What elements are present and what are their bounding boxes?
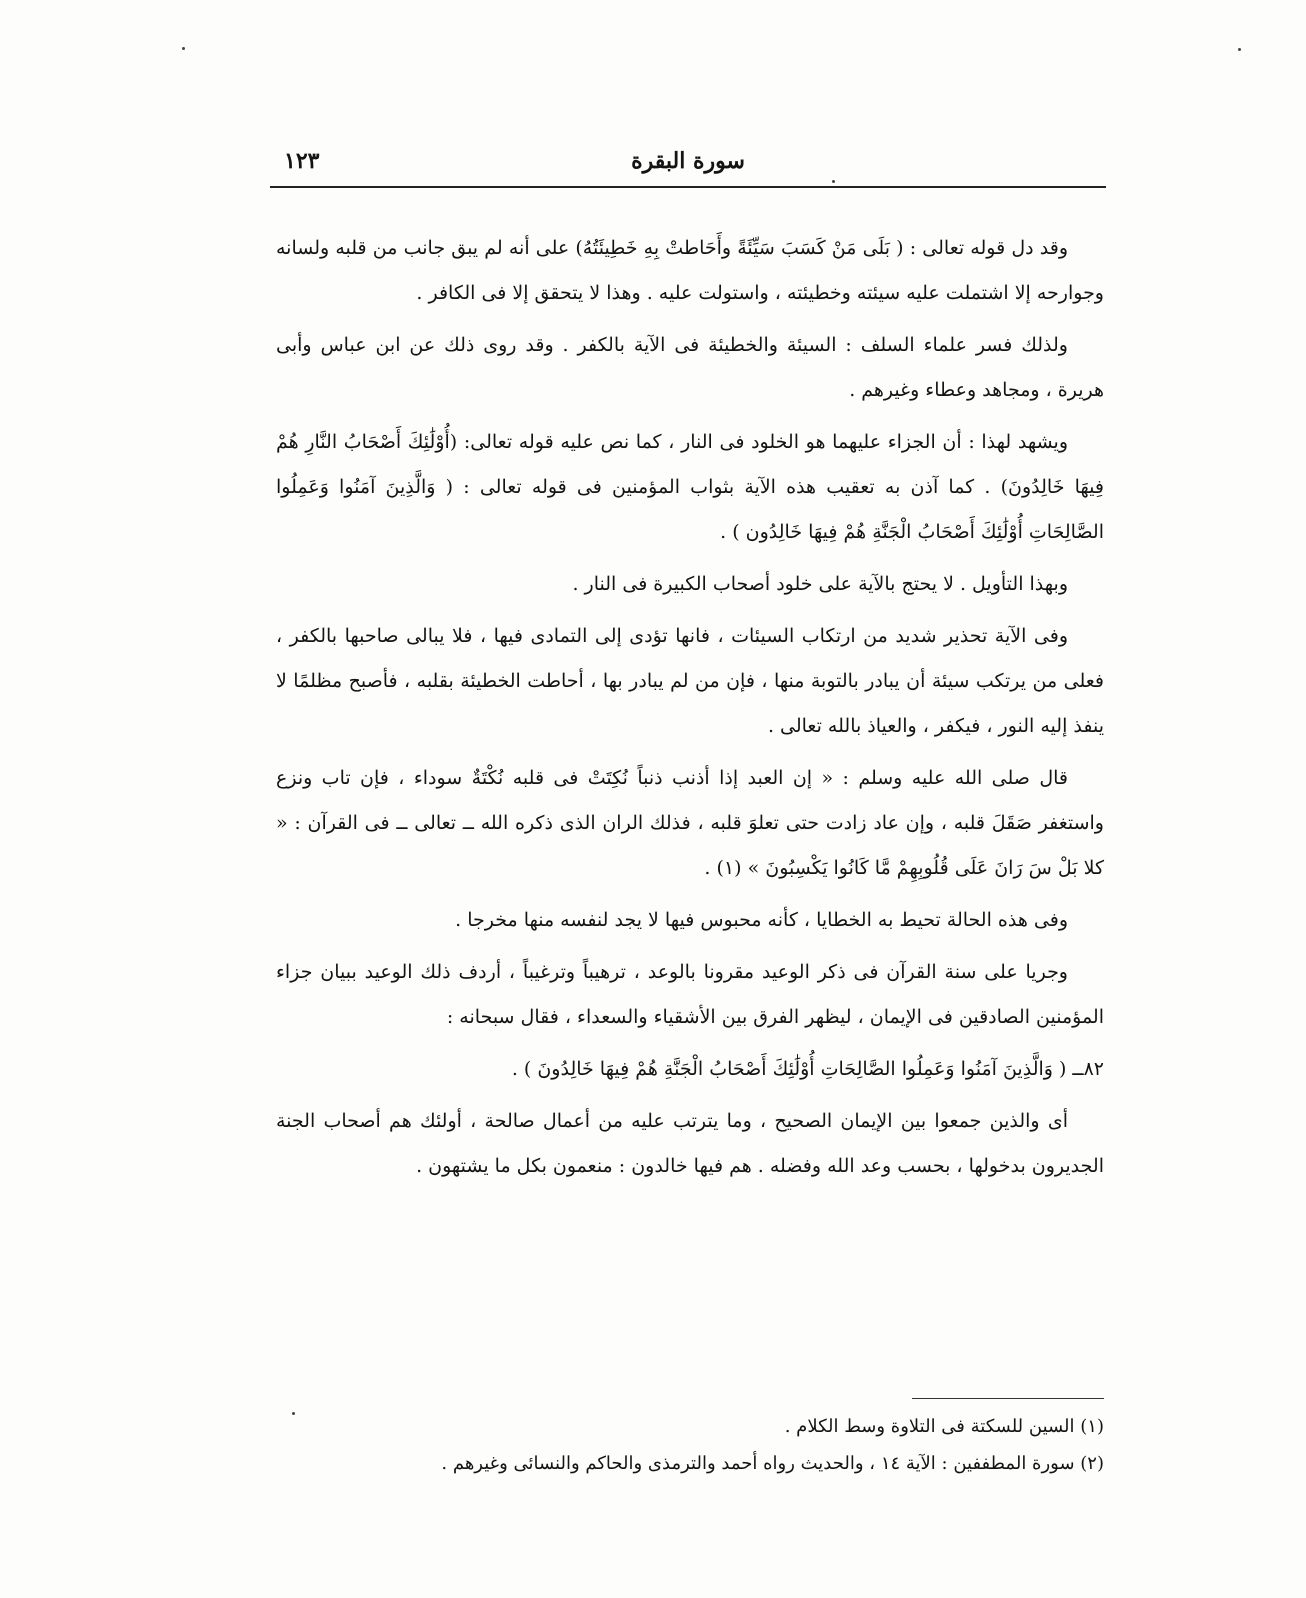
header-rule xyxy=(270,186,1106,188)
footnote-2: (٢) سورة المطففين : الآية ١٤ ، والحديث رواه أحمد والترمذى والحاكم والنسائى وغيرهم . xyxy=(441,1453,1104,1474)
scan-speck xyxy=(292,1412,295,1415)
paragraph: قال صلى الله عليه وسلم : « إن العبد إذا أذنب ذنباً نُكِتَتْ فى قلبه نُكْتَةٌ سوداء ، فإن تاب ونزع واستغفر صَقَلَ قلبه ، وإن عاد زادت حتى تعلوَ قلبه ، فذلك الران الذى ذكره الله ــ تعالى ــ فى القرآن : « كلا بَلْ سَ رَانَ عَلَى قُلُوبِهِمْ مَّا كَانُوا يَكْسِبُونَ » (١) . xyxy=(276,767,1104,879)
paragraph: ولذلك فسر علماء السلف : السيئة والخطيئة فى الآية بالكفر . وقد روى ذلك عن ابن عباس وأبى هريرة ، ومجاهد وعطاء وغيرهم . xyxy=(276,334,1104,401)
paragraph: وجريا على سنة القرآن فى ذكر الوعيد مقرونا بالوعد ، ترهيباً وترغيباً ، أردف ذلك الوعيد ببيان جزاء المؤمنين الصادقين فى الإيمان ، ليظهر الفرق بين الأشقياء والسعداء ، فقال سبحانه : xyxy=(276,961,1104,1028)
commentary-paragraph: أى والذين جمعوا بين الإيمان الصحيح ، وما يترتب عليه من أعمال صالحة ، أولئك هم أصحاب الجنة الجديرون بدخولها ، بحسب وعد الله وفضله . هم فيها خالدون : منعمون بكل ما يشتهون . xyxy=(276,1110,1104,1177)
scan-speck xyxy=(182,47,185,50)
scan-speck xyxy=(1238,48,1241,51)
footnotes xyxy=(276,1408,1104,1482)
paragraph: وبهذا التأويل . لا يحتج بالآية على خلود أصحاب الكبيرة فى النار . xyxy=(572,573,1068,595)
paragraph: ويشهد لهذا : أن الجزاء عليهما هو الخلود فى النار ، كما نص عليه قوله تعالى: (أُوْلَٰئِكَ أَصْحَابُ النَّارِ هُمْ فِيهَا خَالِدُونَ) . كما آذن به تعقيب هذه الآية بثواب المؤمنين فى قوله تعالى : ( وَالَّذِينَ آمَنُوا وَعَمِلُوا الصَّالِحَاتِ أُوْلَٰئِكَ أَصْحَابُ الْجَنَّةِ هُمْ فِيهَا خَالِدُون ) . xyxy=(276,431,1104,543)
surah-title: سورة البقرة xyxy=(631,148,745,174)
page-number: ١٢٣ xyxy=(284,148,320,174)
footnote-1: (١) السين للسكتة فى التلاوة وسط الكلام . xyxy=(784,1416,1104,1437)
paragraph: وقد دل قوله تعالى : ( بَلَى مَنْ كَسَبَ سَيِّئَةً وأَحَاطتْ بِهِ خَطِيئَتُهُ) على أنه لم يبق جانب من قلبه ولسانه وجوارحه إلا اشتملت عليه سيئته وخطيئته ، واستولت عليه . وهذا لا يتحقق إلا فى الكافر . xyxy=(276,237,1104,304)
verse-82: ٨٢ــ ( وَالَّذِينَ آمَنُوا وَعَمِلُوا الصَّالِحَاتِ أُوْلَٰئِكَ أَصْحَابُ الْجَنَّةِ هُمْ فِيهَا خَالِدُونَ ) . xyxy=(511,1058,1104,1080)
paragraph: وفى الآية تحذير شديد من ارتكاب السيئات ، فانها تؤدى إلى التمادى فيها ، فلا يبالى صاحبها بالكفر ، فعلى من يرتكب سيئة أن يبادر بالتوبة منها ، فإن من لم يبادر بها ، أحاطت الخطيئة بقلبه ، فأصبح مظلمًا لا ينفذ إليه النور ، فيكفر ، والعياذ بالله تعالى . xyxy=(276,625,1104,737)
footnote-rule xyxy=(912,1398,1104,1399)
scan-speck xyxy=(832,180,835,183)
page-body xyxy=(276,226,1104,1196)
page-header xyxy=(270,148,1106,188)
paragraph: وفى هذه الحالة تحيط به الخطايا ، كأنه محبوس فيها لا يجد لنفسه منها مخرجا . xyxy=(455,909,1068,931)
